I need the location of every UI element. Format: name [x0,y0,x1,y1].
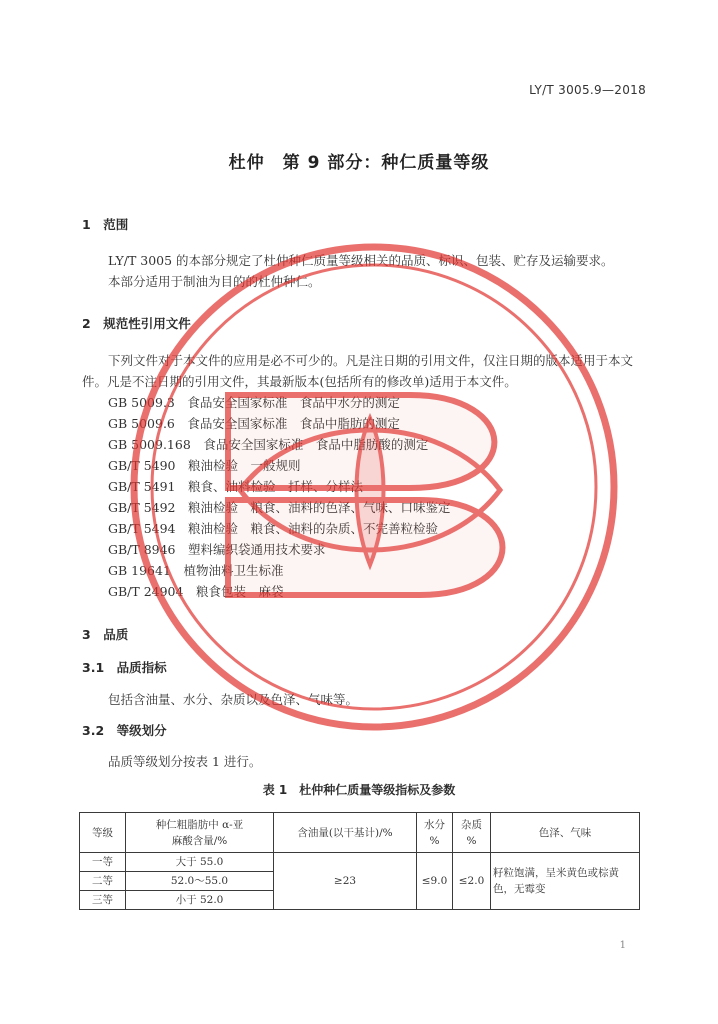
reference-item [108,456,301,474]
reference-item [108,540,326,558]
reference-code: GB 19641 [108,563,171,578]
reference-code: GB/T 5490 [108,458,176,473]
page-number: 1 [619,940,626,951]
grade-cell: 三等 [80,891,126,910]
reference-code: GB/T 5492 [108,500,176,515]
color-odor-cell: 籽粒饱满，呈米黄色或棕黄 色，无霉变 [491,853,640,910]
grade-division-text: 品质等级划分按表 1 进行。 [108,754,262,769]
reference-title: 食品安全国家标准 食品中脂肪酸的测定 [203,437,429,452]
reference-title: 植物油料卫生标准 [183,563,284,578]
reference-title: 粮食包装 麻袋 [195,584,284,599]
grade-cell: 二等 [80,872,126,891]
water-cell: ≤9.0 [417,853,453,910]
grade-cell: 一等 [80,853,126,872]
table-header-row [80,813,640,853]
reference-title: 粮食、油料检验 扦样、分样法 [188,479,364,494]
quality-index-text: 包括含油量、水分、杂质以及色泽、气味等。 [108,692,359,707]
section-2-heading: 2 规范性引用文件 [82,316,191,331]
header-impurity: 杂质 % [453,813,491,853]
normative-intro-line-1: 下列文件对于本文件的应用是必不可少的。凡是注日期的引用文件，仅注日期的版本适用于本文 [108,353,634,368]
reference-code: GB 5009.6 [108,416,175,431]
header-oil-content: 含油量(以干基计)/% [274,813,417,853]
linolenic-cell: 小于 52.0 [126,891,274,910]
section-3-1-heading: 3.1 品质指标 [82,660,167,675]
reference-item [108,393,400,411]
reference-title: 食品安全国家标准 食品中脂肪的测定 [187,416,400,431]
linolenic-cell: 52.0～55.0 [126,872,274,891]
impurity-cell: ≤2.0 [453,853,491,910]
reference-code: GB/T 24904 [108,584,184,599]
reference-code: GB/T 5494 [108,521,176,536]
table-caption: 表 1 杜仲种仁质量等级指标及参数 [262,783,456,797]
oil-content-cell: ≥23 [274,853,417,910]
section-3-heading: 3 品质 [82,627,129,642]
table-row [80,853,640,872]
reference-title: 塑料编织袋通用技术要求 [188,542,326,557]
reference-item [108,519,438,537]
section-1-heading: 1 范围 [82,217,129,232]
reference-code: GB 5009.168 [108,437,191,452]
section-3-2-heading: 3.2 等级划分 [82,723,167,738]
reference-item [108,561,283,579]
header-color-odor: 色泽、气味 [491,813,640,853]
reference-title: 食品安全国家标准 食品中水分的测定 [187,395,400,410]
reference-item [108,414,400,432]
document-id: LY/T 3005.9—2018 [529,83,646,97]
reference-item [108,435,428,453]
header-linolenic: 种仁粗脂肪中 α-亚 麻酸含量/% [126,813,274,853]
reference-code: GB/T 8946 [108,542,176,557]
reference-code: GB/T 5491 [108,479,176,494]
scope-paragraph-1: LY/T 3005 的本部分规定了杜仲种仁质量等级相关的品质、标识、包装、贮存及运输要求。 [108,253,614,268]
reference-title: 粮油检验 粮食、油料的色泽、气味、口味鉴定 [188,500,451,515]
reference-title: 粮油检验 一般规则 [188,458,301,473]
linolenic-cell: 大于 55.0 [126,853,274,872]
reference-title: 粮油检验 粮食、油料的杂质、不完善粒检验 [188,521,439,536]
reference-code: GB 5009.3 [108,395,175,410]
reference-item [108,477,363,495]
grade-table [79,812,640,910]
scope-paragraph-2: 本部分适用于制油为目的的杜仲种仁。 [108,274,321,289]
header-water: 水分 % [417,813,453,853]
page-title: 杜仲 第 9 部分：种仁质量等级 [228,153,490,173]
header-grade: 等级 [80,813,126,853]
reference-item [108,498,451,516]
reference-item [108,582,284,600]
normative-intro-line-2: 件。凡是不注日期的引用文件，其最新版本(包括所有的修改单)适用于本文件。 [82,374,517,389]
